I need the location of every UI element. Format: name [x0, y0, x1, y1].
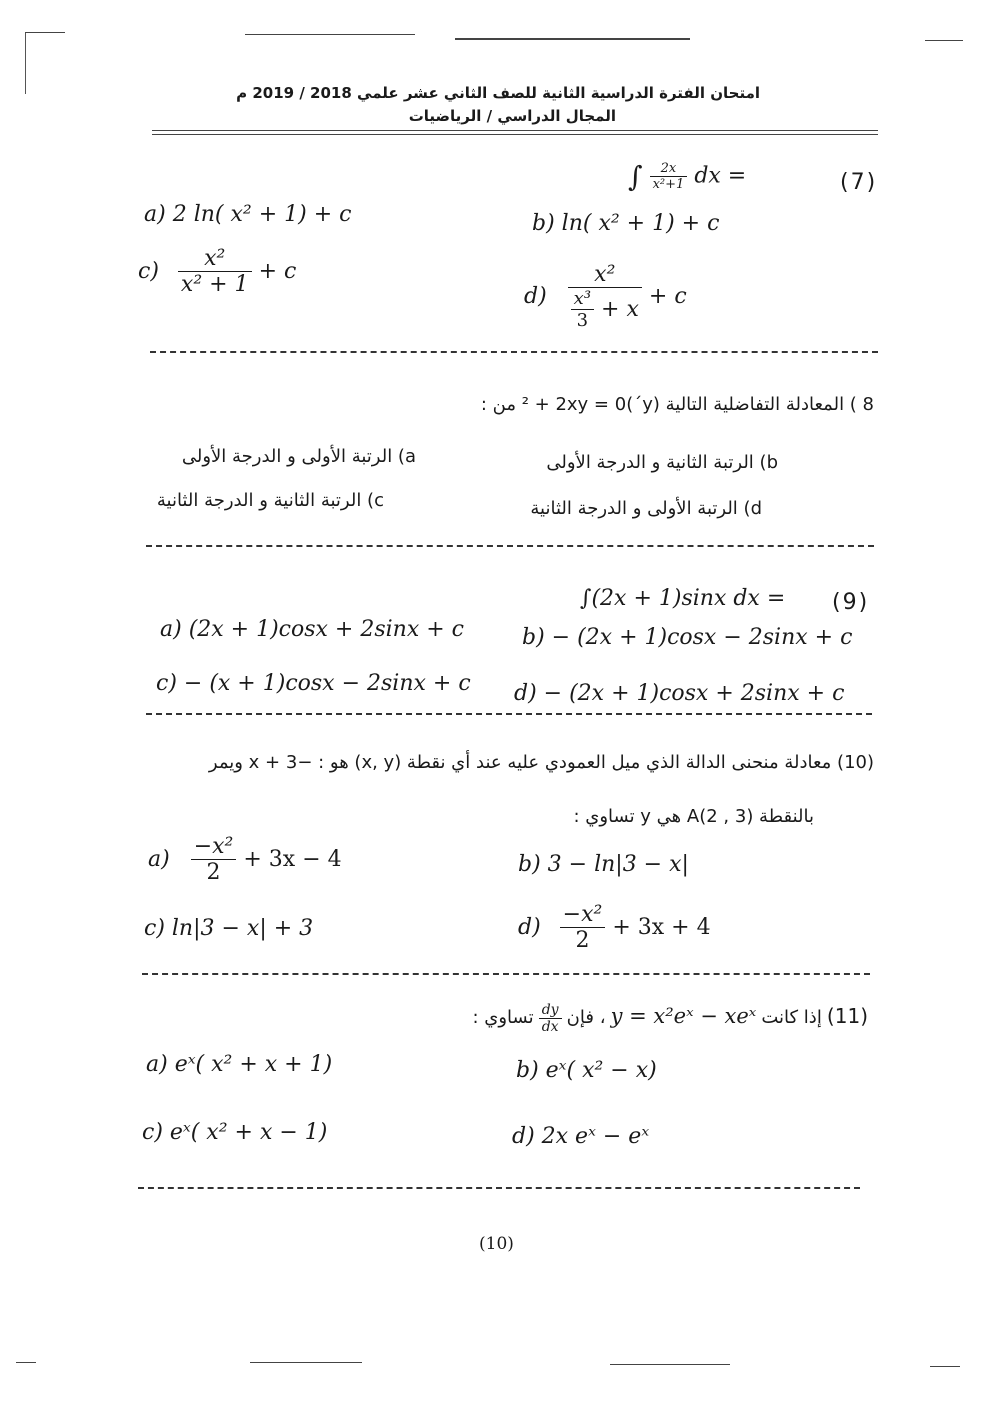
q10-option-d: d) $\frac{\text{−x²}}{2}$ + 3x + 4: [518, 902, 711, 953]
q7-numerator: 2x: [650, 161, 688, 177]
q11-question: (11) إذا كانت y = x²eˣ − xeˣ ، فإن $\frac{dy}{dx}$ تساوي :: [472, 1002, 868, 1035]
integral-sign: ∫: [628, 160, 643, 193]
separator: [146, 545, 874, 547]
q9-question: ∫(2x + 1)sinx dx =: [580, 586, 786, 611]
q9-option-d: d) − (2x + 1)cosx + 2sinx + c: [514, 681, 845, 706]
q11-option-d: d) 2x eˣ − eˣ: [512, 1124, 650, 1149]
q7-fraction: [650, 161, 688, 192]
q10-question-line1: (10) معادلة منحنى الدالة الذي ميل العمودي عليه عند أي نقطة (x, y) هو : −x + 3 ويمر: [208, 752, 874, 773]
top-mark-2: [455, 38, 690, 40]
top-mark-1: [245, 34, 415, 35]
q7-option-a: a) 2 ln( x² + 1) + c: [144, 202, 352, 227]
separator: [138, 1187, 860, 1189]
q7-option-d: d) x² $\frac{\text{x³}}{3}$ + x + c: [524, 262, 687, 331]
q10-option-c: c) ln|3 − x| + 3: [144, 916, 314, 941]
corner-mark: [25, 32, 26, 94]
header-rule-1: [152, 130, 878, 131]
bottom-mark-3: [610, 1364, 730, 1365]
bottom-mark-1: [16, 1362, 36, 1363]
q8-option-a: a) الرتبة الأولى و الدرجة الأولى: [181, 446, 416, 467]
separator: [150, 351, 878, 353]
top-mark-3: [925, 40, 963, 41]
bottom-mark-2: [250, 1362, 362, 1363]
separator: [142, 973, 870, 975]
q9-option-b: b) − (2x + 1)cosx − 2sinx + c: [522, 625, 853, 650]
q7-number: (7): [840, 170, 878, 195]
q7-denominator: x²+1: [652, 177, 685, 192]
q9-option-a: a) (2x + 1)cosx + 2sinx + c: [160, 617, 465, 642]
q10-question-line2: بالنقطة (A(2 , 3 هي y تساوي :: [573, 806, 814, 827]
q10-option-a: a) $\frac{\text{−x²}}{2}$ + 3x − 4: [148, 834, 342, 885]
separator: [146, 713, 872, 715]
q7-option-c: c) $\frac{\text{x²}}{\text{x² + 1}}$ + c: [138, 246, 297, 297]
exam-title: امتحان الفترة الدراسية الثانية للصف الثاني عشر علمي 2018 / 2019 م: [236, 84, 760, 102]
q8-option-d: d) الرتبة الأولى و الدرجة الثانية: [530, 498, 762, 519]
q8-option-c: c) الرتبة الثانية و الدرجة الثانية: [156, 490, 384, 511]
corner-mark-h: [25, 32, 65, 33]
q11-option-c: c) eˣ( x² + x − 1): [142, 1120, 328, 1145]
q11-option-b: b) eˣ( x² − x): [516, 1058, 657, 1083]
q9-number: (9): [832, 590, 870, 615]
q8-option-b: b) الرتبة الثانية و الدرجة الأولى: [546, 452, 778, 473]
q7-tail: dx =: [694, 163, 747, 189]
page-number: (10): [479, 1234, 514, 1254]
bottom-mark-4: [930, 1366, 960, 1367]
subject-line: المجال الدراسي / الرياضيات: [408, 107, 616, 125]
q7-question: [628, 160, 746, 193]
q9-option-c: c) − (x + 1)cosx − 2sinx + c: [156, 671, 471, 696]
q11-option-a: a) eˣ( x² + x + 1): [146, 1052, 333, 1077]
q7-option-b: b) ln( x² + 1) + c: [532, 211, 720, 236]
q10-option-b: b) 3 − ln|3 − x|: [518, 852, 689, 877]
q8-question: 8 ) المعادلة التفاضلية التالية (y´)² + 2xy = 0 من :: [480, 394, 874, 415]
header-rule-2: [152, 134, 878, 135]
